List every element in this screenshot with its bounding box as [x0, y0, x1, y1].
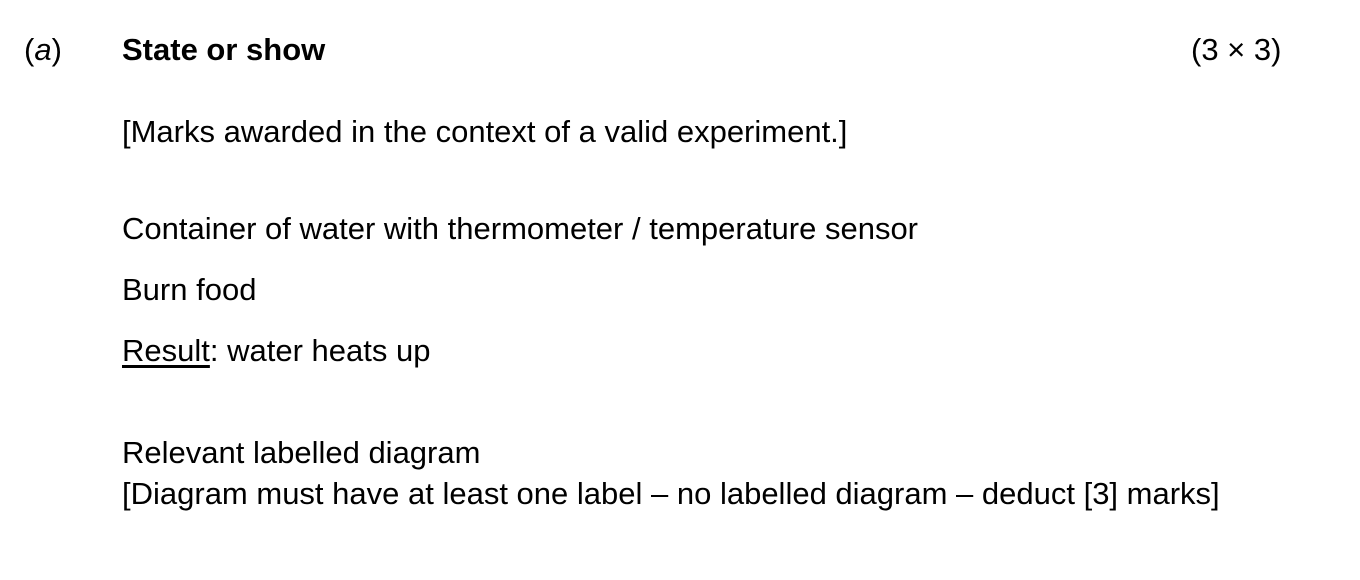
part-close-paren: ) — [51, 32, 62, 67]
answer-point-result — [122, 335, 430, 366]
answer-point-container: Container of water with thermometer / temperature sensor — [122, 211, 919, 246]
answer-point-burn-food: Burn food — [122, 272, 257, 307]
part-open-paren: ( — [24, 32, 35, 67]
result-text: : water heats up — [209, 333, 431, 368]
question-heading: State or show — [122, 32, 326, 67]
part-label — [24, 34, 62, 65]
marking-note: [Marks awarded in the context of a valid experiment.] — [122, 114, 848, 149]
part-letter: a — [34, 32, 52, 67]
diagram-requirement: Relevant labelled diagram — [122, 435, 481, 470]
diagram-note: [Diagram must have at least one label – no labelled diagram – deduct [3] marks] — [122, 476, 1220, 511]
marks-allocation: (3 × 3) — [1191, 32, 1282, 67]
result-label: Result — [122, 333, 210, 368]
